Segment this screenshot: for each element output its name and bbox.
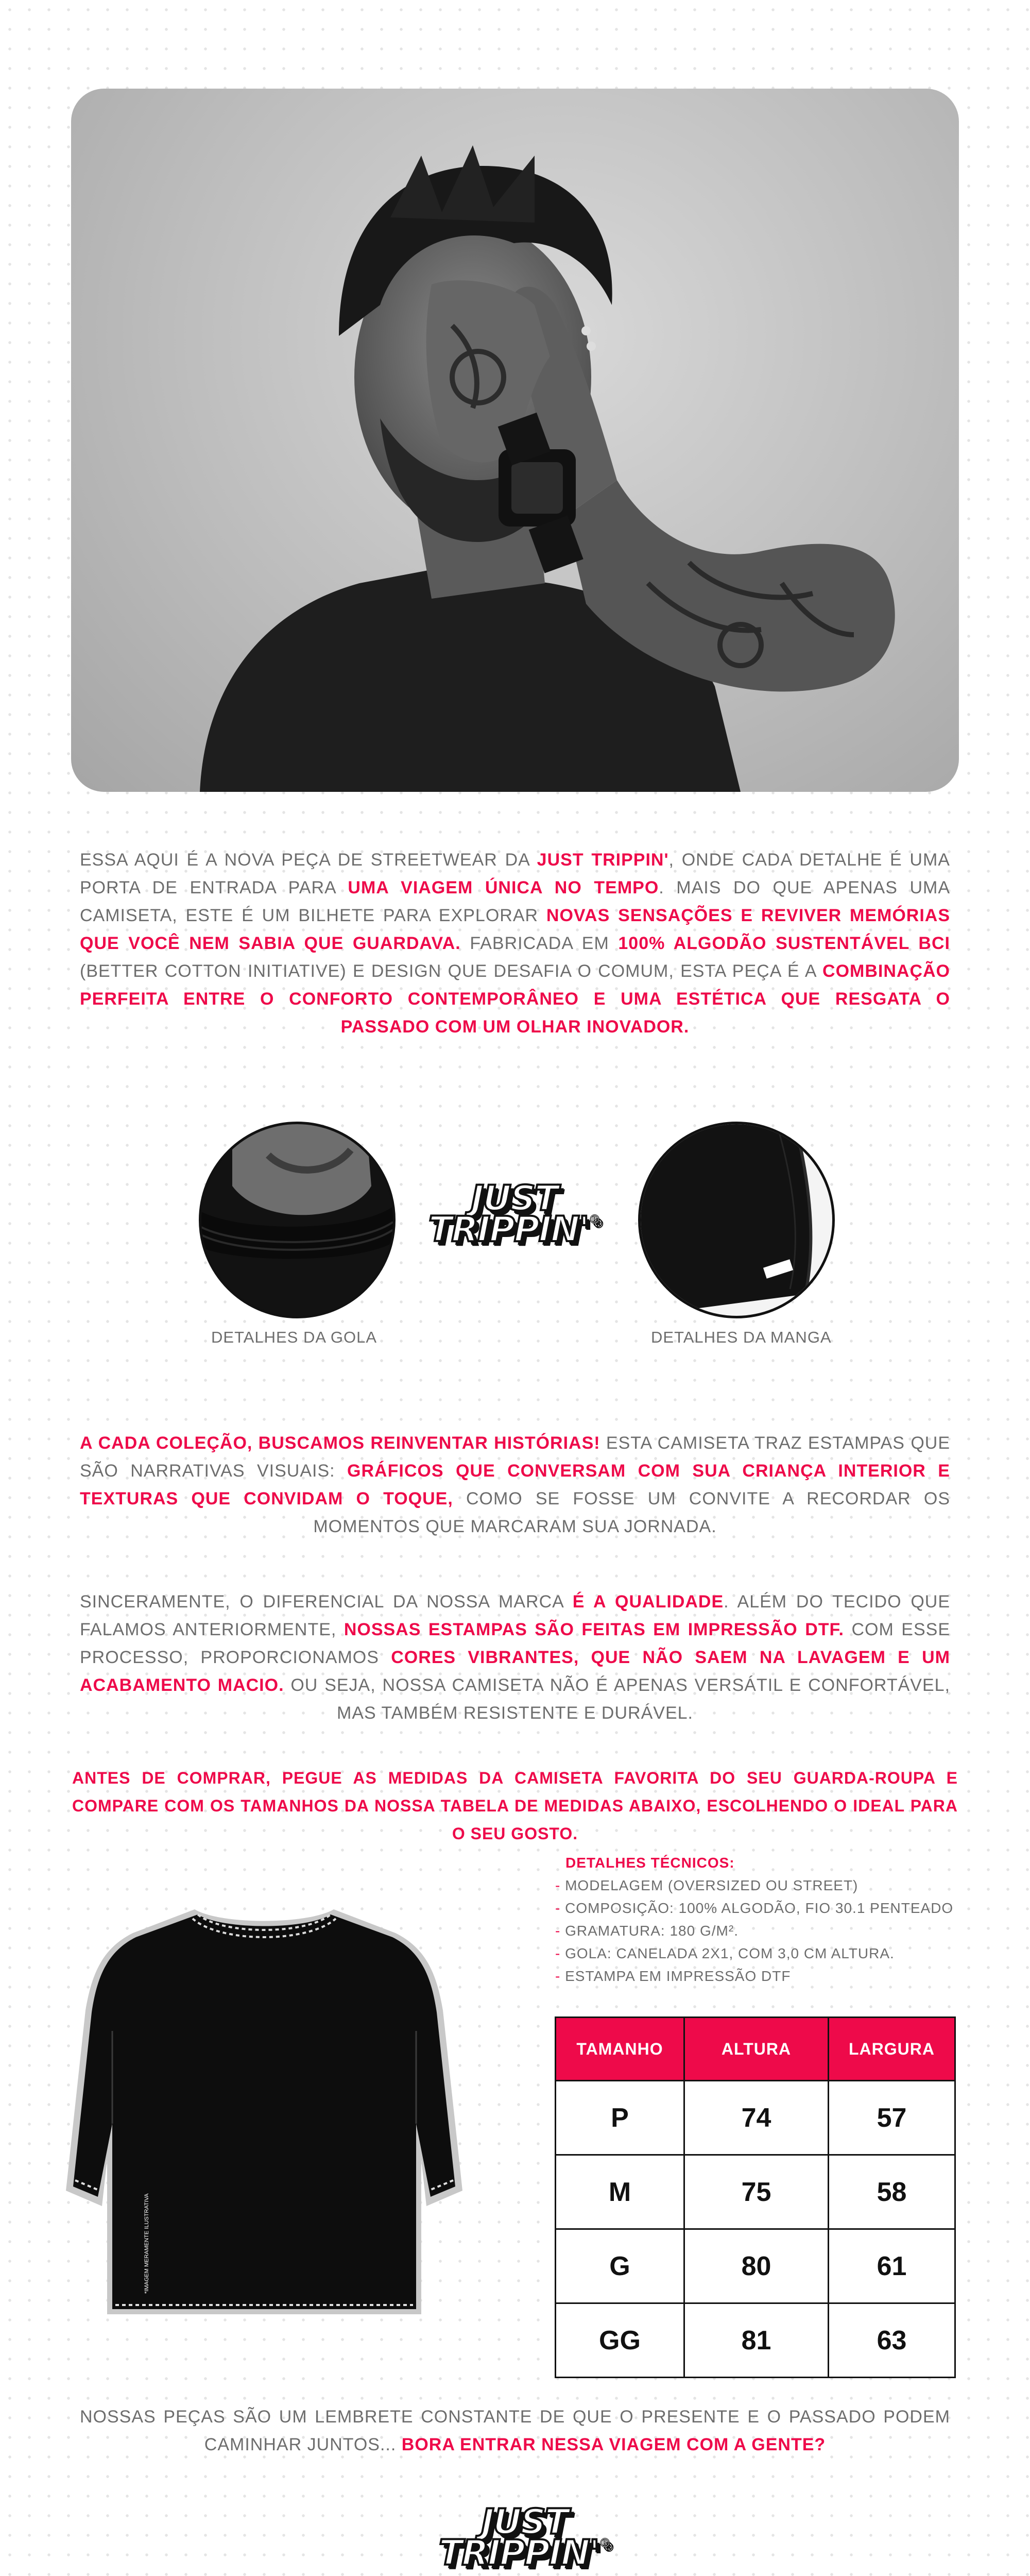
story-paragraph — [80, 1429, 950, 1540]
header-width: LARGURA — [829, 2018, 955, 2081]
width-cell: 57 — [829, 2081, 955, 2155]
story-highlight: A CADA COLEÇÃO, BUSCAMOS REINVENTAR HISTÓRIAS! — [80, 1433, 600, 1453]
collar-illustration — [201, 1124, 393, 1316]
tech-item: - ESTAMPA EM IMPRESSÃO DTF — [555, 1968, 791, 1984]
quality-paragraph — [80, 1588, 950, 1727]
tech-item: - GRAMATURA: 180 G/M². — [555, 1923, 739, 1939]
width-cell: 63 — [829, 2303, 955, 2378]
registered-mark: ® — [598, 2535, 610, 2550]
closing-text: NOSSAS PEÇAS SÃO UM LEMBRETE CONSTANTE DE QUE O PRESENTE E O PASSADO PODEM CAMINHAR JUNTOS... — [80, 2407, 950, 2454]
closing-paragraph — [80, 2403, 950, 2459]
tech-details-title: DETALHES TÉCNICOS: — [565, 1855, 735, 1871]
intro-highlight: NOVAS SENSAÇÕES E REVIVER MEMÓRIAS QUE VOCÊ NEM SABIA QUE GUARDAVA. — [80, 906, 951, 953]
height-cell: 81 — [684, 2303, 829, 2378]
tech-item: - GOLA: CANELADA 2X1, COM 3,0 CM ALTURA. — [555, 1945, 895, 1961]
table-header-row — [556, 2018, 955, 2081]
shirt-disclaimer: *IMAGEM MERAMENTE ILUSTRATIVA — [144, 2193, 150, 2294]
logo-line-trippin: TRIPPIN' — [428, 1209, 589, 1250]
size-cell: P — [556, 2081, 684, 2155]
header-size: TAMANHO — [556, 2018, 684, 2081]
collar-caption: DETALHES DA GOLA — [211, 1328, 377, 1346]
sleeve-caption: DETALHES DA MANGA — [651, 1328, 832, 1346]
height-cell: 80 — [684, 2229, 829, 2303]
hero-illustration — [71, 89, 959, 792]
table-row — [556, 2229, 955, 2303]
sleeve-illustration — [641, 1124, 832, 1316]
tech-item: - COMPOSIÇÃO: 100% ALGODÃO, FIO 30.1 PENTEADO — [555, 1900, 954, 1916]
measure-note: ANTES DE COMPRAR, PEGUE AS MEDIDAS DA CAMISETA FAVORITA DO SEU GUARDA-ROUPA E COMPARE COM OS TAMANHOS DA NOSSA TABELA DE MEDIDAS ABAIXO, ESCOLHENDO O IDEAL PARA O SEU GOSTO. — [72, 1769, 958, 1843]
logo-line-just: JUST — [481, 2502, 568, 2543]
quality-text: COM ESSE PROCESSO, PROPORCIONAMOS — [80, 1620, 950, 1667]
table-row — [556, 2303, 955, 2378]
logo-line-trippin: TRIPPIN' — [439, 2532, 599, 2573]
table-row — [556, 2081, 955, 2155]
tshirt-illustration — [66, 1902, 462, 2325]
quality-text: SINCERAMENTE, O DIFERENCIAL DA NOSSA MARCA — [80, 1592, 573, 1612]
intro-paragraph — [80, 846, 950, 1041]
story-highlight: GRÁFICOS QUE CONVERSAM COM SUA CRIANÇA INTERIOR E TEXTURAS QUE CONVIDAM O TOQUE, — [80, 1461, 950, 1509]
height-cell: 74 — [684, 2081, 829, 2155]
story-text: COMO SE FOSSE UM CONVITE A RECORDAR OS MOMENTOS QUE MARCARAM SUA JORNADA. — [313, 1489, 950, 1536]
intro-text: (BETTER COTTON INITIATIVE) E DESIGN QUE DESAFIA O COMUM, ESTA PEÇA É A — [80, 961, 823, 981]
hero-photo — [71, 89, 959, 792]
header-height: ALTURA — [684, 2018, 829, 2081]
logo-line-just: JUST — [471, 1178, 558, 1219]
size-cell: G — [556, 2229, 684, 2303]
quality-highlight: NOSSAS ESTAMPAS SÃO FEITAS EM IMPRESSÃO DTF. — [344, 1620, 844, 1639]
size-cell: M — [556, 2155, 684, 2229]
collar-detail-photo — [199, 1122, 396, 1318]
quality-text: . ALÉM DO TECIDO QUE FALAMOS ANTERIORMENTE, — [80, 1592, 950, 1639]
closing-highlight: BORA ENTRAR NESSA VIAGEM COM A GENTE? — [401, 2435, 826, 2454]
quality-highlight: CORES VIBRANTES, QUE NÃO SAEM NA LAVAGEM E UM ACABAMENTO MACIO. — [80, 1648, 950, 1695]
width-cell: 58 — [829, 2155, 955, 2229]
sleeve-detail-photo — [638, 1122, 835, 1318]
intro-highlight: JUST TRIPPIN' — [537, 850, 669, 870]
quality-text: OU SEJA, NOSSA CAMISETA NÃO É APENAS VERSÁTIL E CONFORTÁVEL, MAS TAMBÉM RESISTENTE E DURÁVEL. — [284, 1675, 951, 1723]
intro-text: ESSA AQUI É A NOVA PEÇA DE STREETWEAR DA — [80, 850, 537, 870]
registered-mark: ® — [588, 1212, 600, 1227]
brand-logo-center — [428, 1178, 600, 1250]
intro-highlight: 100% ALGODÃO SUSTENTÁVEL BCI — [618, 934, 950, 953]
quality-highlight: É A QUALIDADE — [572, 1592, 724, 1612]
height-cell: 75 — [684, 2155, 829, 2229]
intro-highlight: UMA VIAGEM ÚNICA NO TEMPO — [348, 878, 659, 897]
intro-text: . MAIS DO QUE APENAS UMA CAMISETA, ESTE É UM BILHETE PARA EXPLORAR — [80, 878, 950, 925]
tech-item: - MODELAGEM (OVERSIZED OU STREET) — [555, 1877, 859, 1893]
intro-text: , ONDE CADA DETALHE É UMA PORTA DE ENTRADA PARA — [80, 850, 950, 897]
intro-highlight: COMBINAÇÃO PERFEITA ENTRE O CONFORTO CONTEMPORÂNEO E UMA ESTÉTICA QUE RESGATA O PASSADO COM UM OLHAR INOVADOR. — [80, 961, 950, 1037]
story-text: ESTA CAMISETA TRAZ ESTAMPAS QUE SÃO NARRATIVAS VISUAIS: — [80, 1433, 950, 1481]
intro-text: FABRICADA EM — [460, 934, 619, 953]
table-row — [556, 2155, 955, 2229]
size-cell: GG — [556, 2303, 684, 2378]
brand-logo-footer — [439, 2502, 610, 2573]
width-cell: 61 — [829, 2229, 955, 2303]
size-table — [555, 2016, 956, 2378]
